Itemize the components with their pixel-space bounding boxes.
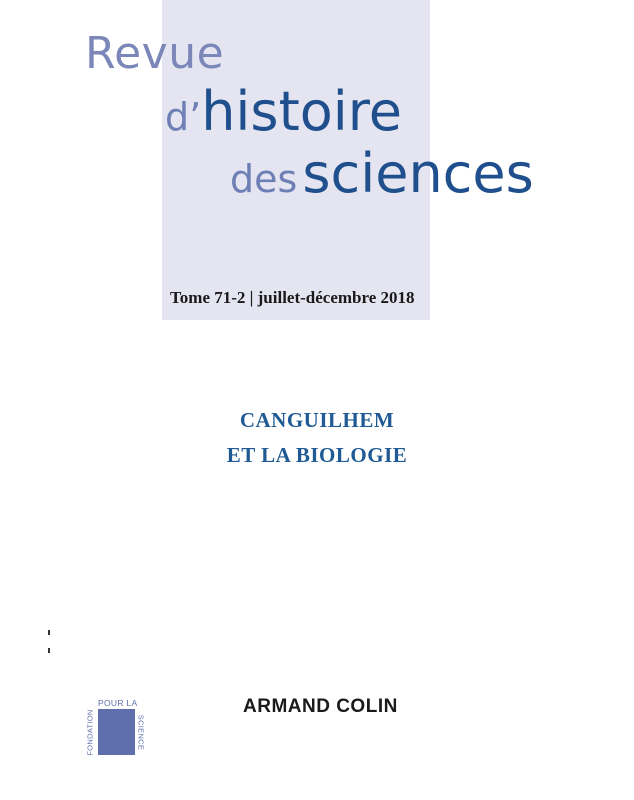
journal-title-prefix-d: d’ <box>165 95 202 139</box>
fondation-logo <box>82 692 152 772</box>
journal-title-histoire: histoire <box>201 80 403 143</box>
edge-mark <box>48 630 50 635</box>
issue-info: Tome 71-2 | juillet-décembre 2018 <box>170 288 415 307</box>
fondation-logo-top-text: POUR LA <box>98 698 138 708</box>
journal-title-line3 <box>230 142 534 205</box>
edge-mark <box>48 648 50 653</box>
journal-title-line2 <box>165 80 402 143</box>
fondation-logo-left-text: FONDATION <box>85 709 95 756</box>
publisher-name: ARMAND COLIN <box>243 696 398 717</box>
journal-title-prefix-des: des <box>230 157 298 201</box>
issue-subject-line1: CANGUILHEM <box>239 408 395 432</box>
journal-title-sciences: sciences <box>302 142 534 205</box>
journal-title-revue: Revue <box>85 28 225 79</box>
fondation-logo-square <box>98 709 135 755</box>
issue-subject-line2: ET LA BIOLOGIE <box>226 443 408 467</box>
fondation-logo-right-text: SCIENCE <box>136 714 146 751</box>
